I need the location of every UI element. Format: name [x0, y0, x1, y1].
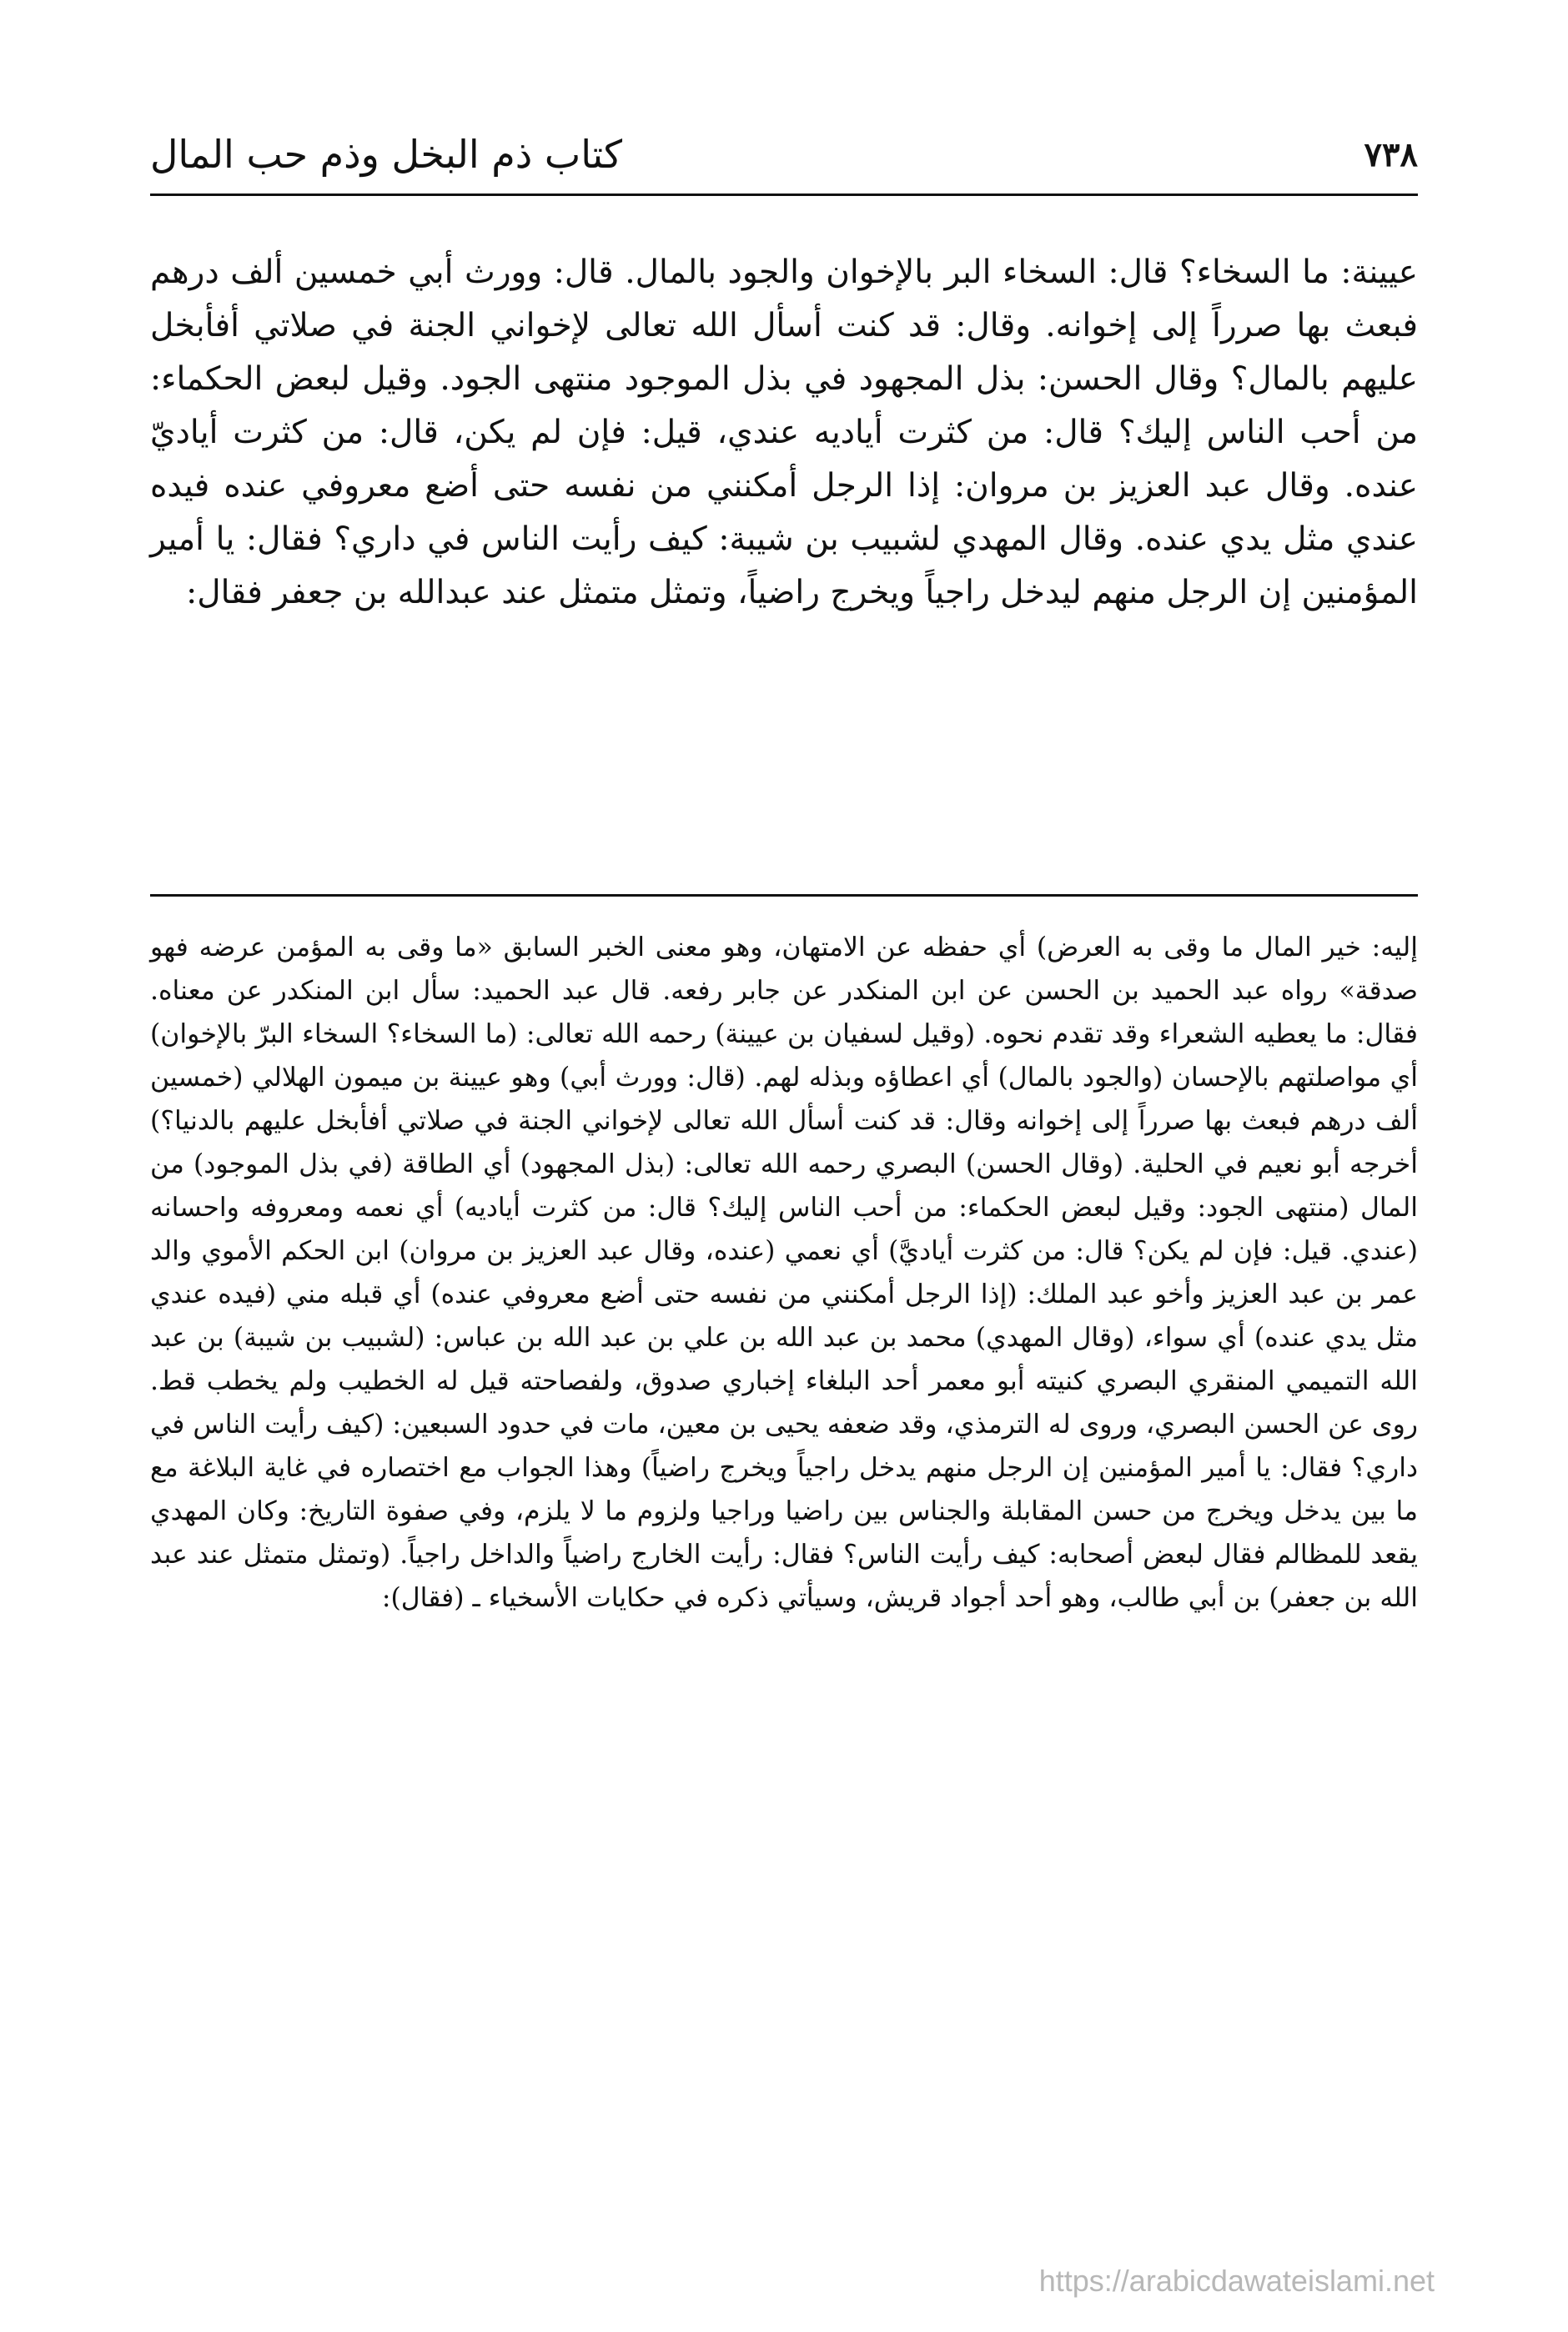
page-header — [150, 125, 1418, 196]
watermark-url: https://arabicdawateislami.net — [1038, 2264, 1435, 2298]
running-title: كتاب ذم البخل وذم حب المال — [150, 132, 622, 177]
commentary — [150, 926, 1418, 1620]
commentary-paragraph: إليه: خير المال ما وقى به العرض) أي حفظه عن الامتهان، وهو معنى الخبر السابق «ما وقى به المؤمن عرضه فهو صدقة» رواه عبد الحميد بن الحسن عن ابن المنكدر عن جابر رفعه. قال عبد الحميد: سأل ابن المنكدر عن معناه. فقال: ما يعطيه الشعراء وقد تقدم نحوه. (وقيل لسفيان بن عيينة) رحمه الله تعالى: (ما السخاء؟ السخاء البرّ بالإخوان) أي مواصلتهم بالإحسان (والجود بالمال) أي اعطاؤه وبذله لهم. (قال: وورث أبي) وهو عيينة بن ميمون الهلالي (خمسين ألف درهم فبعث بها صرراً إلى إخوانه وقال: قد كنت أسأل الله تعالى لإخواني الجنة في صلاتي أفأبخل عليهم بالدنيا؟) أخرجه أبو نعيم في الحلية. (وقال الحسن) البصري رحمه الله تعالى: (بذل المجهود) أي الطاقة (في بذل الموجود) من المال (منتهى الجود: وقيل لبعض الحكماء: من أحب الناس إليك؟ قال: من كثرت أياديه) أي نعمه ومعروفه واحسانه (عندي. قيل: فإن لم يكن؟ قال: من كثرت أياديَّ) أي نعمي (عنده، وقال عبد العزيز بن مروان) ابن الحكم الأموي والد عمر بن عبد العزيز وأخو عبد الملك: (إذا الرجل أمكنني من نفسه حتى أضع معروفي عنده) أي قبله مني (فيده عندي مثل يدي عنده) أي سواء، (وقال المهدي) محمد بن عبد الله بن علي بن عبد الله بن عباس: (لشبيب بن شيبة) بن عبد الله التميمي المنقري البصري كنيته أبو معمر أحد البلغاء إخباري صدوق، ولفصاحته قيل له الخطيب ولم يخطب قط. روى عن الحسن البصري، وروى له الترمذي، وقد ضعفه يحيى بن معين، مات في حدود السبعين: (كيف رأيت الناس في داري؟ فقال: يا أمير المؤمنين إن الرجل منهم يدخل راجياً ويخرج راضياً) وهذا الجواب مع اختصاره في غاية البلاغة مع ما بين يدخل ويخرج من حسن المقابلة والجناس بين راضيا وراجيا ولزوم ما لا يلزم، وفي صفوة التاريخ: وكان المهدي يقعد للمظالم فقال لبعض أصحابه: كيف رأيت الناس؟ فقال: رأيت الخارج راضياً والداخل راجياً. (وتمثل متمثل عند عبد الله بن جعفر) بن أبي طالب، وهو أحد أجواد قريش، وسيأتي ذكره في حكايات الأسخياء ـ (فقال): — [150, 932, 1418, 1613]
main-paragraph: عيينة: ما السخاء؟ قال: السخاء البر بالإخوان والجود بالمال. قال: وورث أبي خمسين ألف درهم فبعث بها صرراً إلى إخوانه. وقال: قد كنت أسأل الله تعالى لإخواني الجنة في صلاتي أفأبخل عليهم بالمال؟ وقال الحسن: بذل المجهود في بذل الموجود منتهى الجود. وقيل لبعض الحكماء: من أحب الناس إليك؟ قال: من كثرت أياديه عندي، قيل: فإن لم يكن، قال: من كثرت أياديّ عنده. وقال عبد العزيز بن مروان: إذا الرجل أمكنني من نفسه حتى أضع معروفي عنده فيده عندي مثل يدي عنده. وقال المهدي لشبيب بن شيبة: كيف رأيت الناس في داري؟ فقال: يا أمير المؤمنين إن الرجل منهم ليدخل راجياً ويخرج راضياً، وتمثل متمثل عند عبدالله بن جعفر فقال: — [150, 254, 1418, 611]
footnote-divider — [150, 894, 1418, 897]
page-number: ٧٣٨ — [1364, 134, 1418, 174]
main-text — [150, 246, 1418, 620]
